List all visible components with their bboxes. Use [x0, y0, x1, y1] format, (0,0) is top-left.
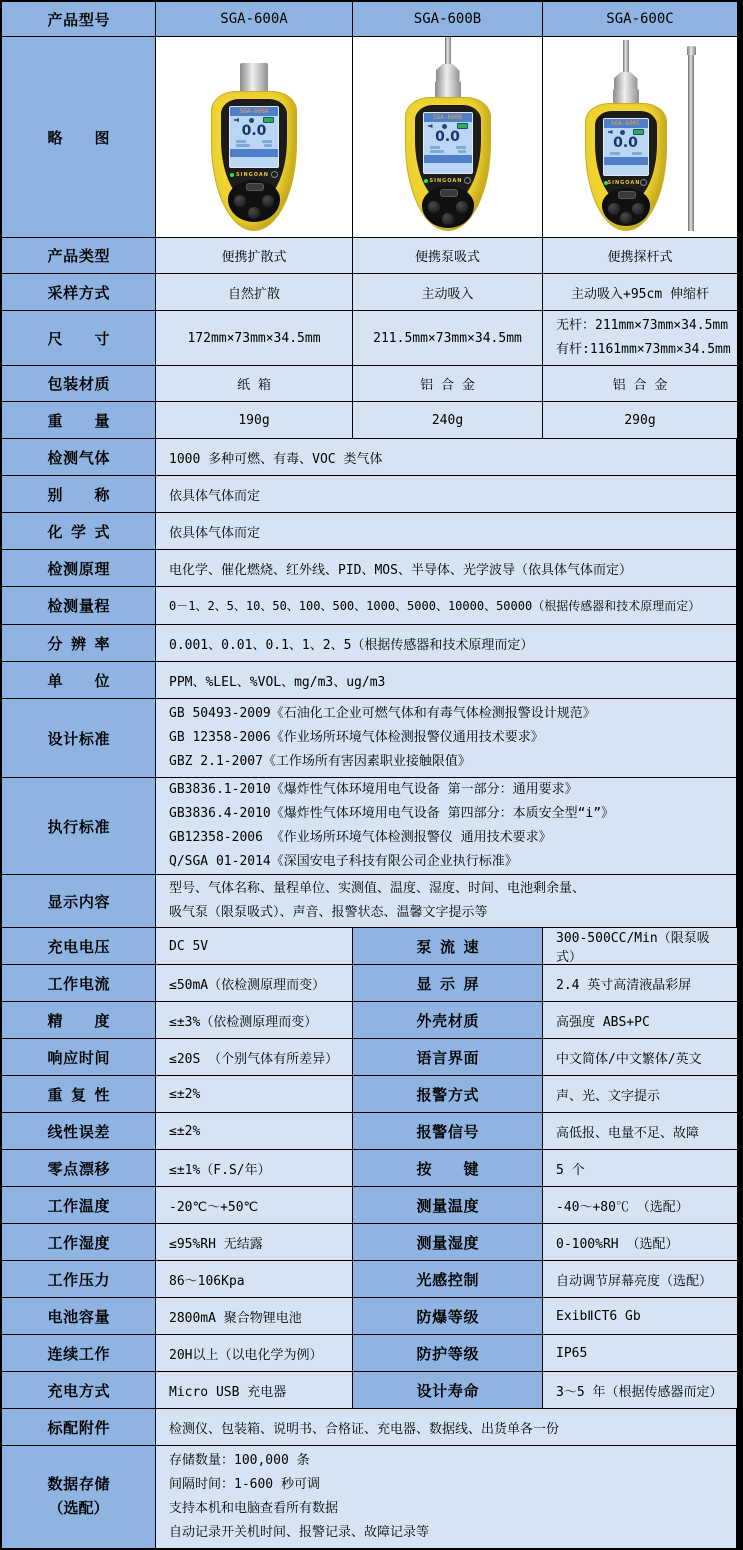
device-panel [595, 111, 657, 204]
telescopic-rod [687, 46, 696, 231]
device-body [585, 103, 667, 231]
weight-c: 290g [543, 402, 737, 438]
product-type-c: 便携探杆式 [543, 238, 737, 273]
alarm-mode-value: 声、光、文字提示 [543, 1076, 737, 1112]
product-type-b: 便携泵吸式 [353, 238, 542, 273]
header-label: 产品型号 [47, 11, 110, 29]
screen-model-text: SGA-600A [230, 107, 278, 116]
fan-icon [620, 130, 625, 135]
menu-button [618, 191, 636, 199]
screen-model-text: SGA-600B [424, 113, 472, 122]
dimensions-b: 211.5mm×73mm×34.5mm [353, 311, 542, 365]
device-pump [405, 37, 491, 231]
keypad [228, 180, 280, 222]
device-probe-type [585, 40, 667, 231]
sketch-label: 略图 [47, 129, 110, 147]
working-pressure-label: 工作压力 [2, 1261, 155, 1297]
model-a-cell [156, 2, 352, 36]
protection-level-label: 防护等级 [353, 1335, 542, 1371]
menu-button [440, 189, 458, 197]
header-label-cell [2, 2, 155, 36]
device-body [211, 91, 297, 231]
product-photo-sga600a [156, 37, 352, 237]
enter-button [620, 212, 632, 224]
response-time-value: ≤20S （个别气体有所差异） [156, 1039, 352, 1075]
design-standard-value: GB 50493-2009《石油化工企业可燃气体和有毒气体检测报警设计规范》 GB 12358-2006《作业场所环境气体检测报警仪通用技术要求》 GBZ 2.1-2007《工作场所有害因素职业接触限值》 [156, 699, 736, 777]
right-button [262, 195, 274, 207]
charge-voltage-value: DC 5V [156, 928, 352, 964]
probe-base [436, 64, 460, 81]
battery-capacity-value: 2800mA 聚合物锂电池 [156, 1298, 352, 1334]
light-control-label: 光感控制 [353, 1261, 542, 1297]
chemical-formula-row: 化学式 [2, 513, 155, 549]
model-c-name: SGA-600C [606, 11, 674, 27]
repeatability-label: 重复性 [2, 1076, 155, 1112]
unit-value: PPM、%LEL、%VOL、mg/m3、ug/m3 [156, 662, 736, 698]
device-screen [229, 106, 279, 168]
sensor-cap [613, 89, 639, 103]
charge-voltage-label: 充电电压 [2, 928, 155, 964]
continuous-work-label: 连续工作 [2, 1335, 155, 1371]
brand-label: SINGOAN [607, 179, 641, 186]
alarm-signal-label: 报警信号 [353, 1113, 542, 1149]
power-icon [271, 171, 278, 178]
product-photo-sga600c [543, 37, 737, 237]
speaker-icon [428, 124, 433, 128]
alias-value: 依具体气体而定 [156, 476, 736, 512]
device-diffusion [211, 63, 297, 231]
language-value: 中文简体/中文繁体/英文 [543, 1039, 737, 1075]
language-label: 语言界面 [353, 1039, 542, 1075]
speaker-icon [608, 130, 613, 134]
sampling-mode-c: 主动吸入+95cm 伸缩杆 [543, 274, 737, 310]
weight-a: 190g [156, 402, 352, 438]
sensor-cap [435, 81, 461, 97]
charging-mode-value: Micro USB 充电器 [156, 1372, 352, 1408]
resolution-value: 0.001、0.01、0.1、1、2、5（根据传感器和技术原理而定） [156, 625, 736, 661]
principle-value: 电化学、催化燃烧、红外线、PID、MOS、半导体、光学波导（依具体气体而定） [156, 550, 736, 586]
sampling-mode-b: 主动吸入 [353, 274, 542, 310]
working-pressure-value: 86～106Kpa [156, 1261, 352, 1297]
zero-drift-label: 零点漂移 [2, 1150, 155, 1186]
accessories-value: 检测仪、包装箱、说明书、合格证、充电器、数据线、出货单各一份 [156, 1409, 736, 1445]
power-icon [464, 177, 471, 184]
unit-row: 单位 [2, 662, 155, 698]
design-standard-row: 设计标准 [2, 699, 155, 777]
explosion-proof-value: ExibⅡCT6 Gb [543, 1298, 737, 1334]
zero-drift-value: ≤±1%（F.S/年） [156, 1150, 352, 1186]
keypad [602, 188, 650, 226]
enter-button [248, 207, 260, 219]
design-life-value: 3～5 年（根据传感器而定） [543, 1372, 737, 1408]
response-time-label: 响应时间 [2, 1039, 155, 1075]
dimensions-c: 无杆：211mm×73mm×34.5mm 有杆:1161mm×73mm×34.5mm [543, 311, 737, 365]
fan-icon [249, 118, 254, 123]
sampling-mode-a: 自然扩散 [156, 274, 352, 310]
data-storage-value: 存储数量：100,000 条 间隔时间：1-600 秒可调 支持本机和电脑查看所有数据 自动记录开关机时间、报警记录、故障记录等 [156, 1446, 736, 1548]
product-type-row: 产品类型 [2, 238, 155, 273]
menu-button [246, 183, 264, 191]
model-c-cell [543, 2, 737, 36]
explosion-proof-label: 防爆等级 [353, 1298, 542, 1334]
screen-status-bar [424, 155, 472, 163]
brand-label: SINGOAN [429, 177, 463, 184]
display-screen-label: 显示屏 [353, 965, 542, 1001]
principle-row: 检测原理 [2, 550, 155, 586]
sampling-probe [623, 40, 629, 72]
product-type-a: 便携扩散式 [156, 238, 352, 273]
packaging-c: 铝 合 金 [543, 366, 737, 401]
sensor-cap [240, 63, 268, 91]
packaging-row: 包装材质 [2, 366, 155, 401]
working-temp-label: 工作温度 [2, 1187, 155, 1223]
resolution-row: 分辨率 [2, 625, 155, 661]
right-button [456, 201, 468, 213]
battery-capacity-label: 电池容量 [2, 1298, 155, 1334]
shell-material-value: 高强度 ABS+PC [543, 1002, 737, 1038]
execution-standard-value: GB3836.1-2010《爆炸性气体环境用电气设备 第一部分：通用要求》 GB3836.4-2010《爆炸性气体环境用电气设备 第四部分：本质安全型“i”》 GB12358-2006 《作业场所环境气体检测报警仪 通用技术要求》 Q/SGA 01-2014《深国安电子科技有限公司企业执行标准》 [156, 778, 736, 874]
sketch-label-cell [2, 37, 155, 237]
packaging-b: 铝 合 金 [353, 366, 542, 401]
keys-label: 按键 [353, 1150, 542, 1186]
range-value: 0－1、2、5、10、50、100、500、1000、5000、10000、50000（根据传感器和技术原理而定） [156, 587, 736, 624]
shell-material-label: 外壳材质 [353, 1002, 542, 1038]
dimensions-row: 尺寸 [2, 311, 155, 365]
measure-humidity-value: 0-100%RH （选配） [543, 1224, 737, 1260]
product-photo-sga600b [353, 37, 542, 237]
keypad [422, 186, 474, 228]
rod-shaft [688, 55, 694, 231]
brand-label: SINGOAN [236, 171, 269, 178]
speaker-icon [234, 118, 239, 122]
left-button [608, 203, 620, 215]
working-temp-value: -20℃～+50℃ [156, 1187, 352, 1223]
right-button [632, 203, 644, 215]
power-icon [640, 179, 647, 186]
model-a-name: SGA-600A [220, 11, 288, 27]
rod-tip [687, 46, 696, 55]
alias-row: 别称 [2, 476, 155, 512]
pump-flow-label: 泵流速 [353, 928, 542, 964]
working-current-label: 工作电流 [2, 965, 155, 1001]
device-screen [603, 118, 649, 176]
weight-b: 240g [353, 402, 542, 438]
alarm-mode-label: 报警方式 [353, 1076, 542, 1112]
dimensions-a: 172mm×73mm×34.5mm [156, 311, 352, 365]
design-life-label: 设计寿命 [353, 1372, 542, 1408]
charging-mode-label: 充电方式 [2, 1372, 155, 1408]
gas-reading: 0.0 [435, 129, 460, 145]
probe-base [614, 72, 638, 89]
sampling-probe [445, 37, 451, 64]
led-indicator [230, 173, 234, 177]
gas-reading: 0.0 [241, 123, 267, 139]
linearity-error-value: ≤±2% [156, 1113, 352, 1149]
display-content-value: 型号、气体名称、量程单位、实测值、温度、湿度、时间、电池剩余量、 吸气泵（限泵吸式）、声音、报警状态、温馨文字提示等 [156, 875, 736, 927]
measure-temp-value: -40～+80℃ （选配） [543, 1187, 737, 1223]
left-button [428, 201, 440, 213]
weight-row: 重量 [2, 402, 155, 438]
working-humidity-label: 工作湿度 [2, 1224, 155, 1260]
detect-gas-value: 1000 多种可燃、有毒、VOC 类气体 [156, 439, 736, 475]
device-panel [415, 105, 481, 204]
fan-icon [442, 124, 447, 129]
model-b-cell [353, 2, 542, 36]
accessories-row: 标配附件 [2, 1409, 155, 1445]
accuracy-label: 精度 [2, 1002, 155, 1038]
device-body [405, 97, 491, 231]
measure-humidity-label: 测量湿度 [353, 1224, 542, 1260]
led-indicator [424, 179, 428, 183]
device-panel [221, 99, 287, 204]
enter-button [442, 213, 454, 225]
continuous-work-value: 20H以上（以电化学为例） [156, 1335, 352, 1371]
working-humidity-value: ≤95%RH 无结露 [156, 1224, 352, 1260]
alarm-signal-value: 高低报、电量不足、故障 [543, 1113, 737, 1149]
light-control-value: 自动调节屏幕亮度（选配） [543, 1261, 737, 1297]
execution-standard-row: 执行标准 [2, 778, 155, 874]
sampling-mode-row: 采样方式 [2, 274, 155, 310]
protection-level-value: IP65 [543, 1335, 737, 1371]
screen-status-bar [230, 149, 278, 157]
accuracy-value: ≤±3%（依检测原理而变） [156, 1002, 352, 1038]
gas-reading: 0.0 [613, 135, 638, 151]
measure-temp-label: 测量温度 [353, 1187, 542, 1223]
pump-flow-value: 300-500CC/Min（限泵吸式） [543, 928, 737, 964]
packaging-a: 纸 箱 [156, 366, 352, 401]
linearity-error-label: 线性误差 [2, 1113, 155, 1149]
keys-value: 5 个 [543, 1150, 737, 1186]
screen-text-line [236, 140, 246, 143]
model-b-name: SGA-600B [413, 11, 482, 27]
working-current-value: ≤50mA（依检测原理而变） [156, 965, 352, 1001]
repeatability-value: ≤±2% [156, 1076, 352, 1112]
range-row: 检测量程 [2, 587, 155, 624]
screen-status-bar [604, 157, 648, 165]
display-screen-value: 2.4 英寸高清液晶彩屏 [543, 965, 737, 1001]
display-content-row: 显示内容 [2, 875, 155, 927]
detect-gas-row: 检测气体 [2, 439, 155, 475]
device-screen [423, 112, 473, 174]
screen-model-text: SGA-600C [604, 119, 648, 128]
left-button [234, 195, 246, 207]
chemical-formula-value: 依具体气体而定 [156, 513, 736, 549]
data-storage-row: 数据存储 （选配） [2, 1446, 155, 1548]
